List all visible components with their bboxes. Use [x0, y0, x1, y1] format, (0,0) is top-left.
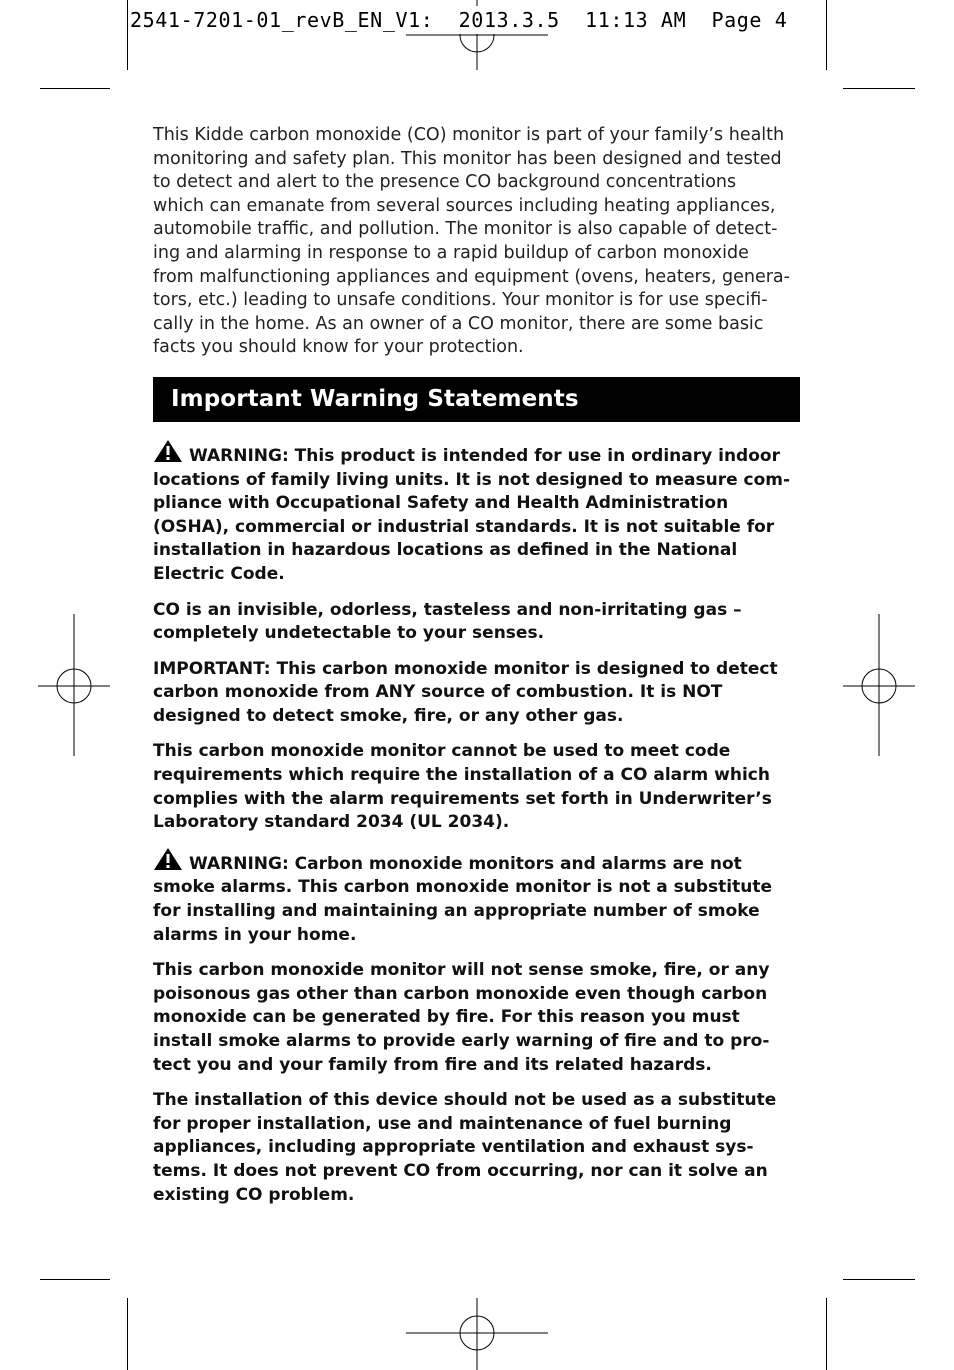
registration-mark-left	[38, 614, 110, 756]
page-content	[153, 124, 800, 1219]
warning-statement-not-smoke-alarm	[153, 847, 800, 947]
warning-statement-indoor-use	[153, 439, 800, 587]
crop-mark-top-right-vertical	[826, 0, 827, 70]
statement-line: locations of family living units. It is not designed to measure com-	[153, 469, 791, 490]
crop-mark-top-right-horizontal	[843, 88, 915, 89]
intro-line: facts you should know for your protection.	[153, 337, 524, 358]
statement-line: complies with the alarm requirements set forth in Underwriter’s	[153, 788, 772, 809]
statement-line: tect you and your family from fire and its related hazards.	[153, 1054, 712, 1075]
statement-line: existing CO problem.	[153, 1184, 355, 1205]
statement-code-requirements	[153, 740, 800, 834]
registration-mark-bottom	[406, 1298, 548, 1370]
statement-line: installation in hazardous locations as defined in the National	[153, 540, 738, 561]
intro-line: monitoring and safety plan. This monitor has been designed and tested	[153, 148, 782, 169]
statement-line: CO is an invisible, odorless, tasteless and non-irritating gas –	[153, 599, 742, 620]
statement-installation-substitute	[153, 1089, 800, 1207]
statement-line: smoke alarms. This carbon monoxide monitor is not a substitute	[153, 877, 772, 898]
statement-line: install smoke alarms to provide early warning of fire and to pro-	[153, 1031, 770, 1051]
intro-paragraph	[153, 124, 800, 360]
statement-line: for installing and maintaining an appropriate number of smoke	[153, 901, 760, 922]
intro-line: to detect and alert to the presence CO background concentrations	[153, 172, 737, 193]
crop-mark-bottom-left-horizontal	[40, 1279, 110, 1280]
section-heading: Important Warning Statements	[171, 386, 579, 413]
statement-line: appliances, including appropriate ventilation and exhaust sys-	[153, 1137, 754, 1158]
statement-line: Laboratory standard 2034 (UL 2034).	[153, 812, 510, 833]
statement-line: carbon monoxide from ANY source of combustion. It is NOT	[153, 682, 723, 703]
statement-line: monoxide can be generated by fire. For this reason you must	[153, 1007, 740, 1028]
statement-line: requirements which require the installation of a CO alarm which	[153, 765, 770, 786]
statement-line: WARNING: This product is intended for use in ordinary indoor	[189, 445, 780, 466]
crop-mark-bottom-left-vertical	[127, 1298, 128, 1370]
print-slug: 2541-7201-01_revB_EN_V1: 2013.3.5 11:13 AM Page 4	[130, 8, 788, 32]
registration-mark-right	[843, 614, 915, 756]
intro-line: which can emanate from several sources including heating appliances,	[153, 195, 776, 216]
statement-line: WARNING: Carbon monoxide monitors and alarms are not	[189, 853, 742, 874]
intro-line: This Kidde carbon monoxide (CO) monitor is part of your family’s health	[153, 125, 785, 145]
statement-line: poisonous gas other than carbon monoxide even though carbon	[153, 983, 768, 1004]
intro-line: tors, etc.) leading to unsafe conditions. Your monitor is for use specifi-	[153, 290, 768, 311]
crop-mark-top-left-horizontal	[40, 88, 110, 89]
statement-co-invisible	[153, 599, 800, 646]
statement-important-detection	[153, 658, 800, 729]
statement-line: (OSHA), commercial or industrial standards. It is not suitable for	[153, 516, 775, 537]
intro-line: ing and alarming in response to a rapid buildup of carbon monoxide	[153, 242, 749, 263]
section-heading-bar	[153, 377, 800, 422]
intro-line: automobile traffic, and pollution. The monitor is also capable of detect-	[153, 219, 778, 240]
crop-mark-bottom-right-horizontal	[843, 1279, 915, 1280]
statement-line: for proper installation, use and maintenance of fuel burning	[153, 1113, 732, 1134]
statement-line: The installation of this device should not be used as a substitute	[153, 1090, 777, 1111]
statement-line: pliance with Occupational Safety and Health Administration	[153, 493, 729, 514]
statement-line: alarms in your home.	[153, 924, 357, 945]
statement-line: completely undetectable to your senses.	[153, 623, 545, 644]
intro-line: cally in the home. As an owner of a CO monitor, there are some basic	[153, 313, 764, 334]
statement-line: IMPORTANT: This carbon monoxide monitor is designed to detect	[153, 658, 778, 679]
crop-mark-top-left-vertical	[127, 0, 128, 70]
statement-no-smoke-sensing	[153, 959, 800, 1077]
statement-line: designed to detect smoke, fire, or any other gas.	[153, 705, 624, 726]
statement-line: This carbon monoxide monitor will not sense smoke, fire, or any	[153, 960, 770, 981]
statement-line: tems. It does not prevent CO from occurring, nor can it solve an	[153, 1160, 768, 1181]
statement-line: This carbon monoxide monitor cannot be used to meet code	[153, 741, 731, 762]
warning-triangle-icon	[153, 847, 183, 871]
statement-line: Electric Code.	[153, 563, 285, 584]
intro-line: from malfunctioning appliances and equipment (ovens, heaters, genera-	[153, 266, 790, 287]
crop-mark-bottom-right-vertical	[826, 1298, 827, 1370]
warning-triangle-icon	[153, 439, 183, 463]
